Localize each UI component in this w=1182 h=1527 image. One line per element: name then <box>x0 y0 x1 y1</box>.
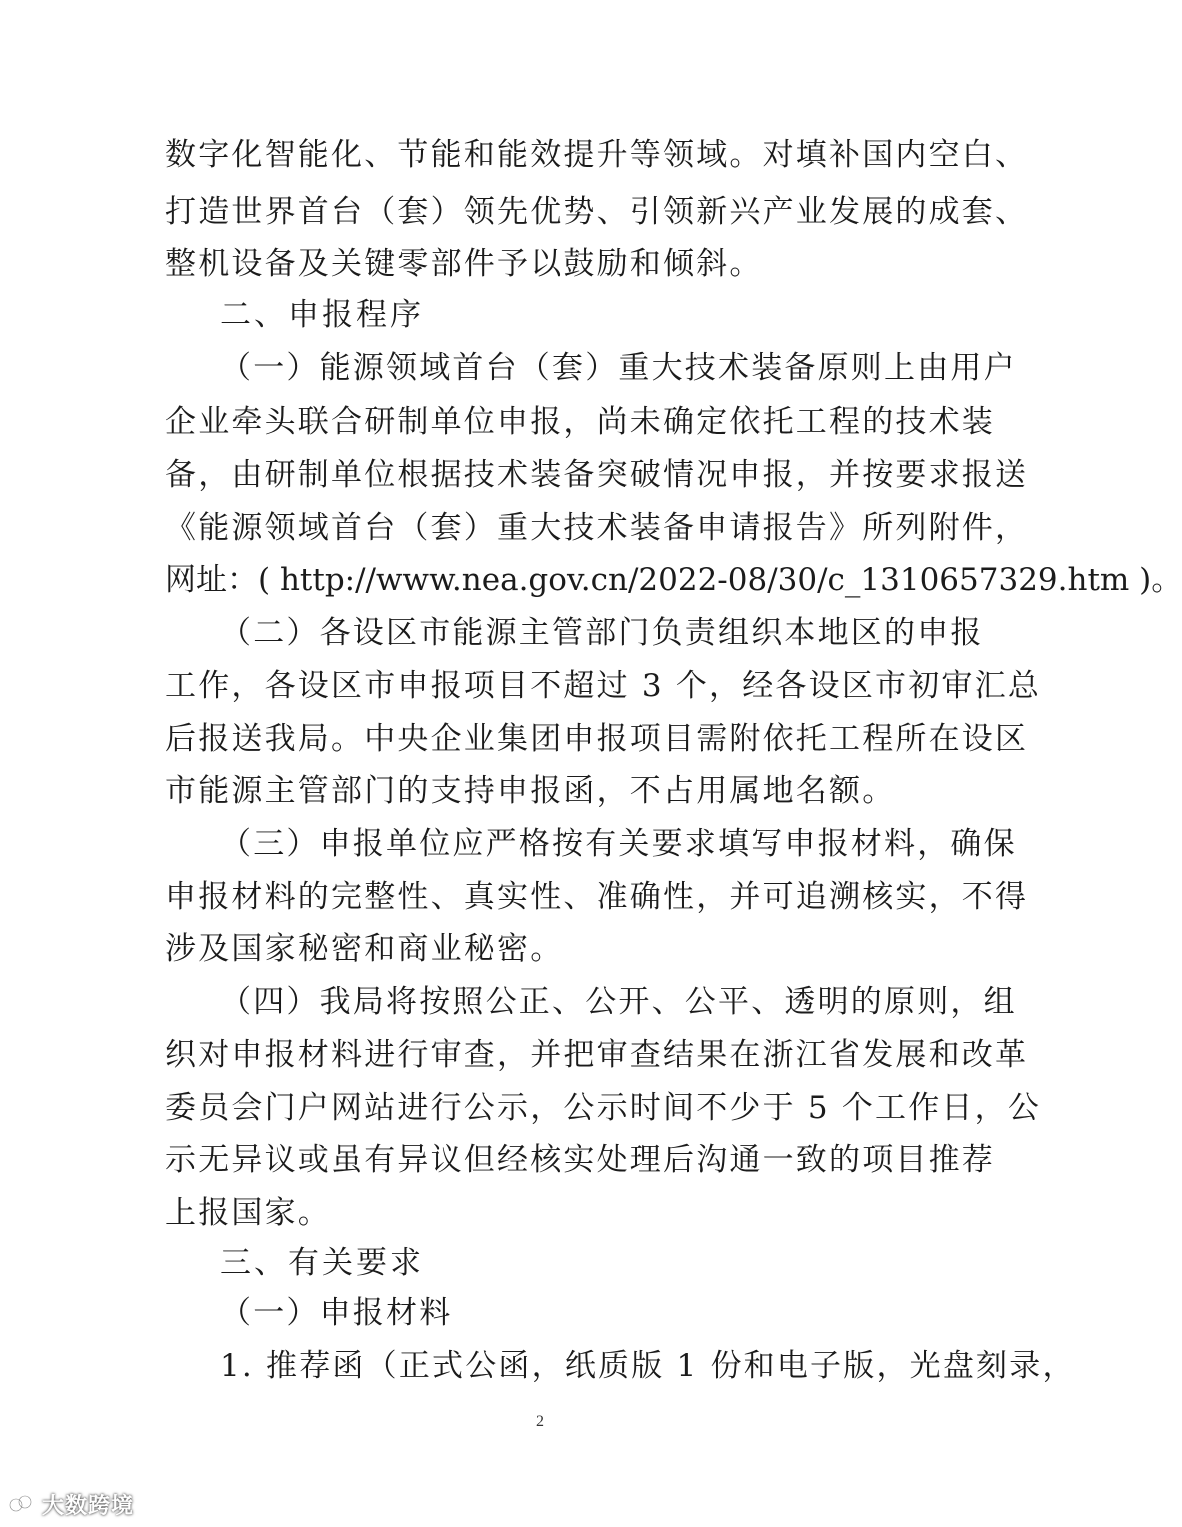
paragraph-line: 《能源领域首台（套）重大技术装备申请报告》所列附件， <box>165 510 1029 546</box>
paragraph-line: 打造世界首台（套）领先优势、引领新兴产业发展的成套、 <box>165 194 1029 230</box>
cloud-logo-icon <box>8 1494 36 1514</box>
paragraph-line: 示无异议或虽有异议但经核实处理后沟通一致的项目推荐 <box>165 1142 995 1178</box>
paragraph-line: 企业牵头联合研制单位申报，尚未确定依托工程的技术装 <box>165 404 995 440</box>
paragraph-line: 备，由研制单位根据技术装备突破情况申报，并按要求报送 <box>165 457 1029 493</box>
section-heading: 三、有关要求 <box>220 1245 424 1281</box>
paragraph-line: 数字化智能化、节能和能效提升等领域。对填补国内空白、 <box>165 137 1029 173</box>
paragraph-line: 整机设备及关键零部件予以鼓励和倾斜。 <box>165 246 763 282</box>
paragraph-line: （三）申报单位应严格按有关要求填写申报材料，确保 <box>220 826 1017 862</box>
paragraph-line: 涉及国家秘密和商业秘密。 <box>165 931 564 967</box>
paragraph-line: 1. 推荐函（正式公函，纸质版 1 份和电子版，光盘刻录， <box>220 1348 1076 1384</box>
paragraph-line: 申报材料的完整性、真实性、准确性，并可追溯核实，不得 <box>165 879 1029 915</box>
paragraph-line: （二）各设区市能源主管部门负责组织本地区的申报 <box>220 615 984 651</box>
section-heading: 二、申报程序 <box>220 297 424 333</box>
watermark-text: 大数跨境 <box>42 1493 135 1519</box>
paragraph-line: 织对申报材料进行审查，并把审查结果在浙江省发展和改革 <box>165 1037 1029 1073</box>
paragraph-line: 上报国家。 <box>165 1195 331 1231</box>
watermark <box>8 1488 134 1520</box>
paragraph-line: 市能源主管部门的支持申报函，不占用属地名额。 <box>165 773 896 809</box>
paragraph-line: 委员会门户网站进行公示，公示时间不少于 5 个工作日，公 <box>165 1090 1042 1126</box>
page-number: 2 <box>536 1413 544 1430</box>
paragraph-line: （一）能源领域首台（套）重大技术装备原则上由用户 <box>220 350 1017 386</box>
url-line: 网址：( http://www.nea.gov.cn/2022-08/30/c_1310657329.htm )。 <box>165 562 1182 598</box>
paragraph-line: 工作，各设区市申报项目不超过 3 个，经各设区市初审汇总 <box>165 668 1042 704</box>
paragraph-line: （四）我局将按照公正、公开、公平、透明的原则，组 <box>220 984 1017 1020</box>
paragraph-line: 后报送我局。中央企业集团申报项目需附依托工程所在设区 <box>165 721 1029 757</box>
subsection-heading: （一）申报材料 <box>220 1295 453 1331</box>
